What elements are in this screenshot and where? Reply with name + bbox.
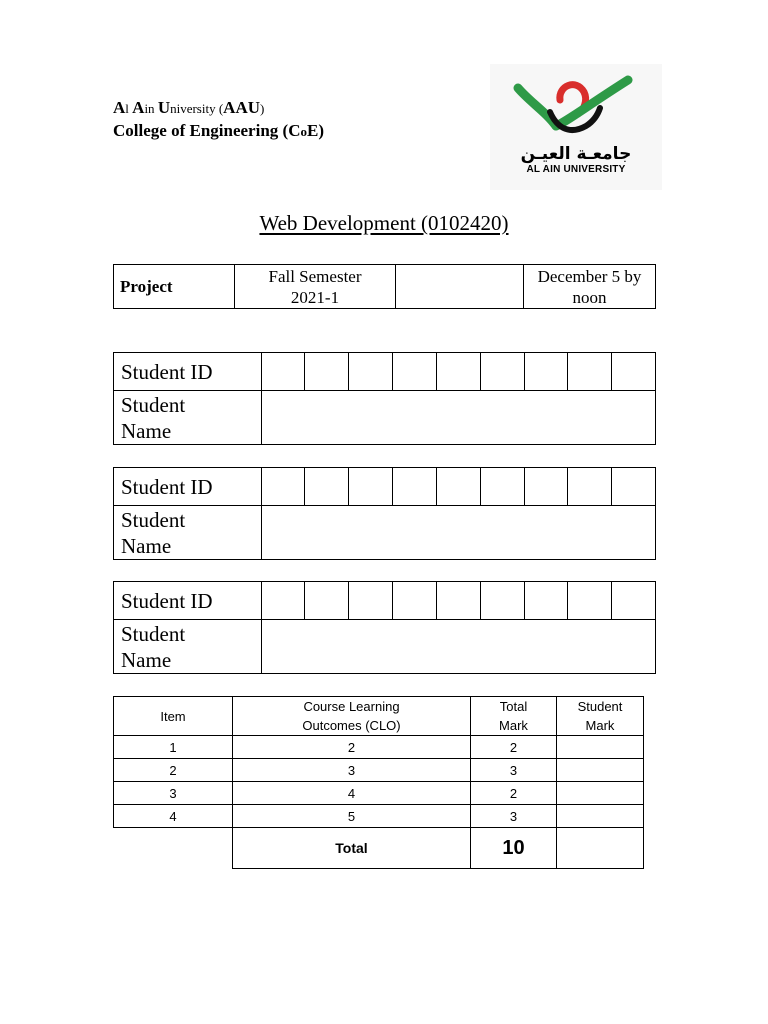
header-total-mark: Total Mark — [471, 697, 557, 736]
total-mark-cell: 2 — [471, 782, 557, 805]
student-mark-cell[interactable] — [557, 782, 644, 805]
id-digit-box[interactable] — [524, 468, 568, 506]
id-digit-box[interactable] — [305, 353, 349, 391]
id-digit-box[interactable] — [393, 353, 437, 391]
id-digit-box[interactable] — [349, 468, 393, 506]
clo-cell: 4 — [233, 782, 471, 805]
student-id-label: Student ID — [114, 353, 262, 391]
student-id-label: Student ID — [114, 582, 262, 620]
header-clo: Course Learning Outcomes (CLO) — [233, 697, 471, 736]
student-table-1 — [113, 352, 656, 445]
logo-english-text: AL AIN UNIVERSITY — [526, 164, 626, 175]
id-digit-box[interactable] — [305, 582, 349, 620]
clo-cell: 2 — [233, 736, 471, 759]
id-digit-box[interactable] — [480, 353, 524, 391]
total-mark-cell: 3 — [471, 759, 557, 782]
item-cell: 3 — [114, 782, 233, 805]
student-name-field[interactable] — [261, 506, 655, 560]
project-label: Project — [114, 265, 235, 309]
marks-table — [113, 696, 644, 869]
student-id-label: Student ID — [114, 468, 262, 506]
table-row — [114, 782, 644, 805]
logo-arabic-text: جامعـة العيـن — [520, 144, 632, 164]
id-digit-box[interactable] — [568, 582, 612, 620]
id-digit-box[interactable] — [393, 582, 437, 620]
student-mark-cell[interactable] — [557, 759, 644, 782]
header-item: Item — [114, 697, 233, 736]
student-name-field[interactable] — [261, 391, 655, 445]
student-name-label: Student Name — [114, 620, 262, 674]
id-digit-box[interactable] — [305, 468, 349, 506]
clo-cell: 5 — [233, 805, 471, 828]
blank-cell[interactable] — [396, 265, 524, 309]
id-digit-box[interactable] — [480, 582, 524, 620]
table-row — [114, 759, 644, 782]
id-digit-box[interactable] — [349, 353, 393, 391]
page-title: Web Development (0102420) — [259, 211, 509, 235]
project-info-table — [113, 264, 656, 309]
id-digit-box[interactable] — [436, 468, 480, 506]
student-name-label: Student Name — [114, 506, 262, 560]
blank-cell — [114, 828, 233, 869]
student-mark-cell[interactable] — [557, 736, 644, 759]
table-row — [114, 805, 644, 828]
id-digit-box[interactable] — [524, 353, 568, 391]
table-row — [114, 736, 644, 759]
id-digit-box[interactable] — [393, 468, 437, 506]
student-mark-cell[interactable] — [557, 805, 644, 828]
item-cell: 2 — [114, 759, 233, 782]
id-digit-box[interactable] — [568, 468, 612, 506]
id-digit-box[interactable] — [261, 468, 305, 506]
id-digit-box[interactable] — [524, 582, 568, 620]
header-student-mark: Student Mark — [557, 697, 644, 736]
university-name: Al Ain University (AAU) — [113, 98, 265, 117]
student-name-field[interactable] — [261, 620, 655, 674]
clo-cell: 3 — [233, 759, 471, 782]
semester-cell: Fall Semester 2021-1 — [235, 265, 396, 309]
student-table-2 — [113, 467, 656, 560]
total-label: Total — [233, 828, 471, 869]
item-cell: 1 — [114, 736, 233, 759]
id-digit-box[interactable] — [261, 353, 305, 391]
total-row — [114, 828, 644, 869]
deadline-cell: December 5 by noon — [524, 265, 656, 309]
student-table-3 — [113, 581, 656, 674]
student-total-cell[interactable] — [557, 828, 644, 869]
university-logo — [490, 64, 662, 190]
id-digit-box[interactable] — [349, 582, 393, 620]
item-cell: 4 — [114, 805, 233, 828]
college-name: College of Engineering (CoE) — [113, 121, 324, 140]
id-digit-box[interactable] — [612, 353, 656, 391]
id-digit-box[interactable] — [436, 353, 480, 391]
logo-emblem-icon — [490, 64, 662, 144]
total-mark-cell: 2 — [471, 736, 557, 759]
student-name-label: Student Name — [114, 391, 262, 445]
id-digit-box[interactable] — [261, 582, 305, 620]
id-digit-box[interactable] — [480, 468, 524, 506]
id-digit-box[interactable] — [612, 468, 656, 506]
id-digit-box[interactable] — [568, 353, 612, 391]
total-value: 10 — [471, 828, 557, 869]
id-digit-box[interactable] — [436, 582, 480, 620]
total-mark-cell: 3 — [471, 805, 557, 828]
id-digit-box[interactable] — [612, 582, 656, 620]
